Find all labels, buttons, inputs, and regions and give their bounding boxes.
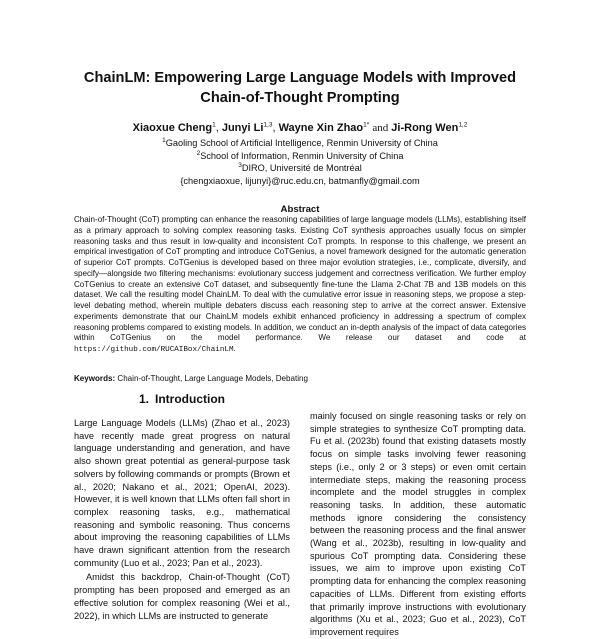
section-title: Introduction [155, 392, 225, 406]
affiliation-line [60, 137, 540, 150]
title-line-1: ChainLM: Empowering Large Language Models with Improved [83, 70, 517, 86]
section-heading [74, 392, 290, 406]
affiliation-text: School of Information, Renmin University of China [200, 150, 404, 161]
code-repository-link[interactable]: https://github.com/RUCAIBox/ChainLM [74, 346, 234, 354]
body-paragraph: Amidst this backdrop, Chain-of-Thought (CoT) prompting has been proposed and emerged as an effective solution for complex reasoning (Wei et al., 2022), in which LLMs are instructed to generate [74, 572, 290, 621]
author-affiliation-mark: 1 [212, 121, 216, 129]
author-affiliation-mark: 1,3 [263, 121, 273, 129]
author-name: Junyi Li [221, 122, 264, 134]
section-number: 1. [139, 392, 150, 406]
right-column [310, 410, 526, 637]
body-paragraph: mainly focused on single reasoning tasks or rely on simple strategies to synthesize CoT prompting data. Fu et al. (2023b) found that existing datasets mostly focus on simple tasks involving fewer reasoning steps (i.e., only 2 or 3 steps) or even omit certain intermediate steps, making the reasoning process incomplete and the model struggles in complex reasoning tasks. In addition, these automatic methods ignore considering the consistency between the reasoning process and the final answer (Wang et al., 2023b), resulting in low-quality and spurious CoT prompting data. Considering these issues, we aim to improve upon existing CoT prompting data for enhancing the complex reasoning capacities of LLMs. Different from existing efforts that primarily improve instructions with evolutionary algorithms (Xu et al., 2023; Guo et al., 2023), CoT improvement requires [310, 411, 526, 637]
author-emails: {chengxiaoxue, lijunyi}@ruc.edu.cn, batmanfly@gmail.com [180, 175, 420, 186]
affiliations [60, 137, 540, 187]
author-name: Wayne Xin Zhao [278, 122, 364, 134]
keywords-label: Keywords: [74, 374, 116, 383]
author-affiliation-mark: 1* [363, 121, 370, 129]
affiliation-text: DIRO, Université de Montréal [241, 163, 362, 174]
author-conjunction: and [372, 122, 389, 134]
abstract-text: Chain-of-Thought (CoT) prompting can enhance the reasoning capabilities of large language models (LLMs), establishing itself as a primary approach to solving complex reasoning tasks. Existing CoT synthesis approaches usually focus on simpler reasoning tasks and thus result in low-quality and inconsistent CoT prompts. In response to this challenge, we present an empirical investigation of CoT prompting and introduce CoTGenius, a novel framework designed for the automatic generation of superior CoT prompts. CoTGenius is developed based on three major evolution strategies, i.e., complicate, diversify, and specify—alongside two filtering mechanisms: evolutionary success judgement and correctness verification. We further employ CoTGenius to create an extensive CoT dataset, and subsequently fine-tune the Llama 2-Chat 7B and 13B models on this dataset. We call the resulting model ChainLM. To deal with the cumulative error issue in reasoning steps, we propose a step-level debating method, wherein multiple debaters discuss each reasoning step to arrive at the correct answer. Extensive experiments demonstrate that our ChainLM models exhibit enhanced proficiency in addressing a spectrum of complex reasoning problems compared to existing models. In addition, we conduct an in-depth analysis of the impact of data categories within CoTGenius on the model performance. We release our dataset and code at [74, 215, 526, 343]
title-line-2: Chain-of-Thought Prompting [200, 90, 400, 106]
body-paragraph: Large Language Models (LLMs) (Zhao et al., 2023) have recently made great progress on natural language understanding and generation, and have also shown great potential as general-purpose task solvers by following commands or prompts (Brown et al., 2020; Nakano et al., 2021; OpenAI, 2023). However, it is well known that LLMs often fall short in complex reasoning tasks, e.g., mathematical reasoning and symbolic reasoning. Thus concerns about improving the reasoning capabilities of LLMs have drawn significant attention from the research community (Luo et al., 2023; Pan et al., 2023). [74, 418, 290, 568]
left-column [74, 417, 290, 621]
affiliation-mark: 2 [196, 149, 201, 157]
author-name: Ji-Rong Wen [391, 122, 459, 134]
abstract-body [74, 215, 526, 356]
paper-title [60, 68, 540, 108]
author-separator: , [272, 122, 276, 134]
author-affiliation-mark: 1,2 [458, 121, 468, 129]
affiliation-mark: 1 [162, 136, 166, 144]
author-list [60, 121, 540, 135]
affiliation-line [60, 150, 540, 163]
abstract-end: . [233, 344, 236, 353]
abstract-heading: Abstract [280, 204, 320, 215]
keywords-line [74, 373, 526, 384]
author-separator: , [215, 122, 219, 134]
affiliation-line [60, 162, 540, 175]
affiliation-mark: 3 [238, 162, 242, 170]
author-name: Xiaoxue Cheng [132, 122, 213, 134]
affiliation-text: Gaoling School of Artificial Intelligence, Renmin University of China [165, 138, 438, 148]
keywords-text: Chain-of-Thought, Large Language Models, Debating [117, 374, 308, 383]
